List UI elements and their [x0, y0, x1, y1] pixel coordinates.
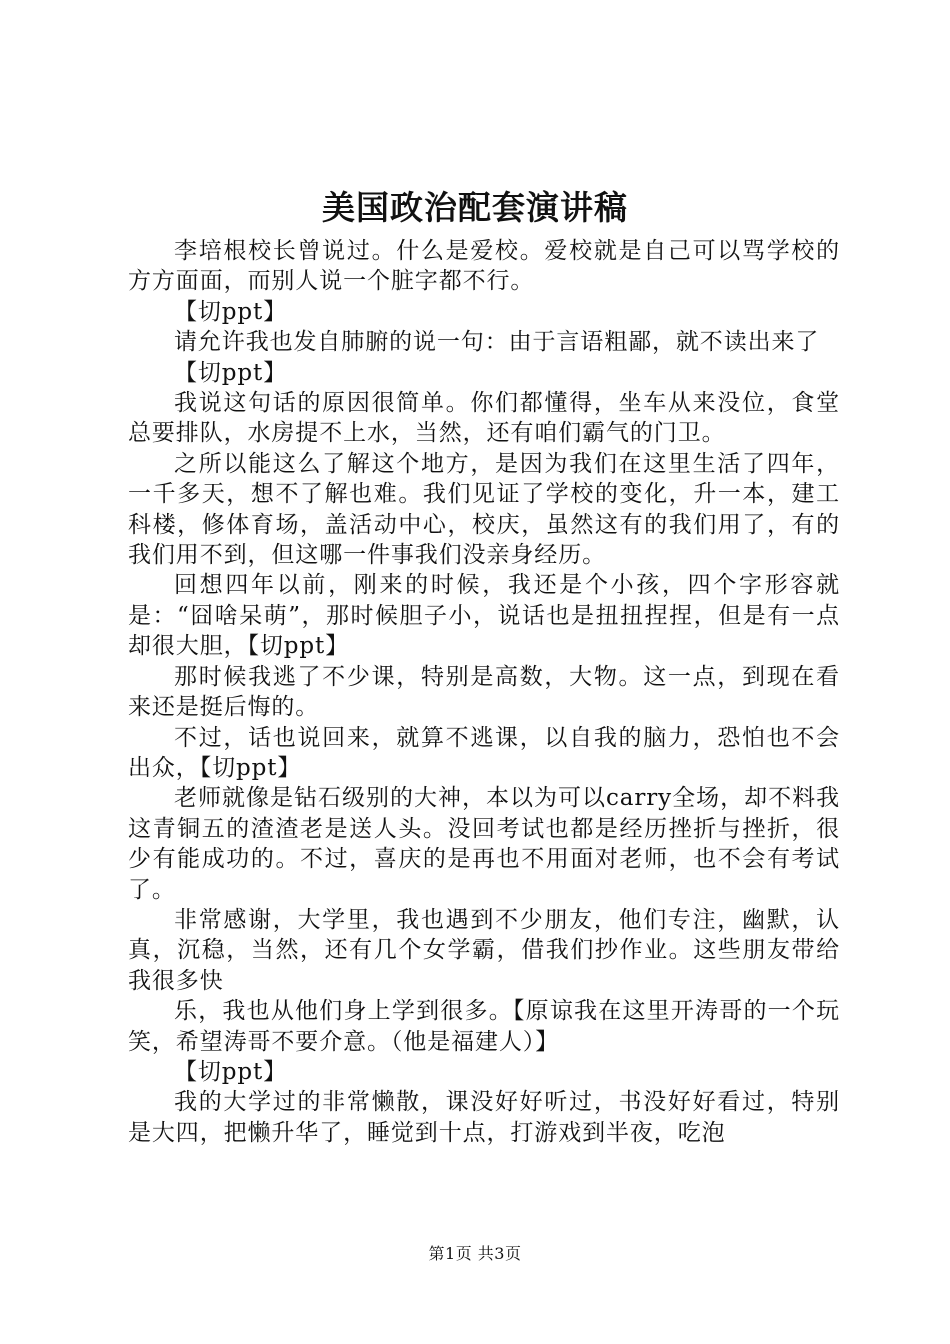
paragraph: 不过，话也说回来，就算不逃课，以自我的脑力，恐怕也不会出众，【切ppt】: [128, 724, 840, 781]
paragraph: 之所以能这么了解这个地方，是因为我们在这里生活了四年，一千多天，想不了解也难。我们见证了学校的变化，升一本，建工科楼，修体育场，盖活动中心，校庆，虽然这有的我们用了，有的我们用不到，但这哪一件事我们没亲身经历。: [128, 450, 840, 569]
paragraph: 老师就像是钻石级别的大神，本以为可以carry全场，却不料我这青铜五的渣渣老是送人头。没回考试也都是经历挫折与挫折，很少有能成功的。不过，喜庆的是再也不用面对老师，也不会有考试了。: [128, 785, 840, 903]
paragraph: 请允许我也发自肺腑的说一句：由于言语粗鄙，就不读出来了: [174, 329, 820, 356]
paragraph: 回想四年以前，刚来的时候，我还是个小孩，四个字形容就是：“囧啥呆萌”，那时候胆子小，说话也是扭扭捏捏，但是有一点却很大胆，【切ppt】: [128, 572, 840, 660]
document-title: 美国政治配套演讲稿: [322, 188, 628, 227]
paragraph: 非常感谢，大学里，我也遇到不少朋友，他们专注，幽默，认真，沉稳，当然，还有几个女学霸，借我们抄作业。这些朋友带给我很多快: [128, 906, 840, 994]
paragraph: 【切ppt】: [174, 1058, 288, 1085]
paragraph: 我说这句话的原因很简单。你们都懂得，坐车从来没位，食堂总要排队，水房提不上水，当然，还有咱们霸气的门卫。: [128, 390, 840, 447]
paragraph: 我的大学过的非常懒散，课没好好听过，书没好好看过，特别是大四，把懒升华了，睡觉到十点，打游戏到半夜，吃泡: [128, 1089, 840, 1146]
page-footer: 第1页 共3页: [428, 1244, 522, 1263]
paragraph: 【切ppt】: [174, 298, 288, 325]
paragraph: 李培根校长曾说过。什么是爱校。爱校就是自己可以骂学校的方方面面，而别人说一个脏字都不行。: [128, 238, 840, 295]
paragraph: 那时候我逃了不少课，特别是高数，大物。这一点，到现在看来还是挺后悔的。: [128, 663, 840, 721]
paragraph: 【切ppt】: [174, 359, 288, 386]
document-body: [128, 236, 840, 1148]
paragraph: 乐，我也从他们身上学到很多。【原谅我在这里开涛哥的一个玩笑，希望涛哥不要介意。（他是福建人）】: [128, 998, 840, 1055]
